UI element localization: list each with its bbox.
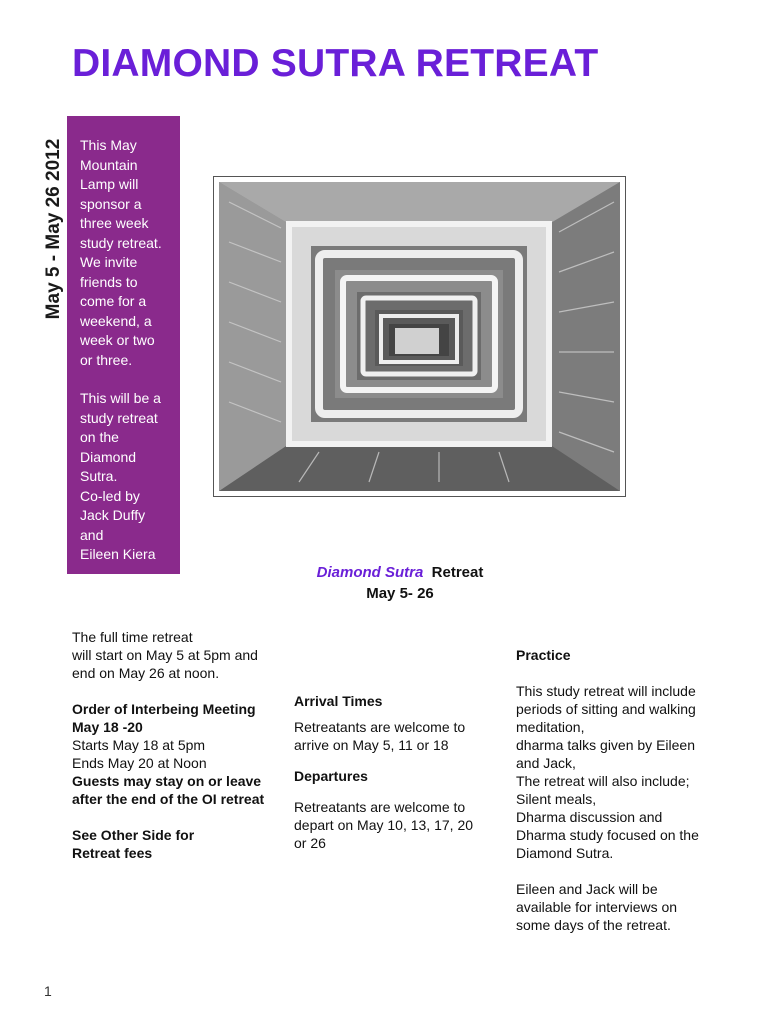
intro-line: will start on May 5 at 5pm and [72, 647, 258, 663]
retreat-subtitle [250, 562, 550, 604]
see-other-line: See Other Side for [72, 827, 195, 843]
arrival-line: arrive on May 5, 11 or 18 [294, 737, 449, 753]
interview-line: available for interviews on [516, 899, 678, 915]
practice-line: and Jack, [516, 755, 576, 771]
subtitle-italic: Diamond Sutra [316, 564, 424, 581]
column-practice [516, 646, 726, 934]
arrival-line: Retreatants are welcome to [294, 719, 466, 735]
departures-line: or 26 [294, 835, 326, 851]
date-range-text: May 5 - May 26 2012 [43, 138, 64, 320]
see-other-line: Retreat fees [72, 845, 153, 861]
departures-title: Departures [294, 768, 368, 784]
practice-line: Dharma study focused on the [516, 827, 699, 843]
column-arrivals [294, 692, 494, 852]
sidebar-panel [67, 116, 180, 574]
meeting-starts: Starts May 18 at 5pm [72, 737, 206, 753]
practice-line: The retreat will also include; [516, 773, 690, 789]
subtitle-dates: May 5- 26 [366, 585, 434, 602]
practice-line: meditation, [516, 719, 585, 735]
practice-line: This study retreat will include [516, 683, 696, 699]
guests-line: Guests may stay on or leave [72, 773, 262, 789]
practice-line: Diamond Sutra. [516, 845, 614, 861]
intro-line: The full time retreat [72, 629, 193, 645]
subtitle-line [250, 562, 550, 583]
column-schedule [72, 628, 287, 862]
subtitle-rest: Retreat [431, 564, 484, 581]
guests-line: after the end of the OI retreat [72, 791, 265, 807]
departures-line: Retreatants are welcome to [294, 799, 466, 815]
meeting-title: Order of Interbeing Meeting [72, 701, 256, 717]
practice-title: Practice [516, 647, 571, 663]
interview-line: Eileen and Jack will be [516, 881, 658, 897]
photo-frame [213, 176, 626, 497]
meeting-ends: Ends May 20 at Noon [72, 755, 207, 771]
practice-line: periods of sitting and walking [516, 701, 696, 717]
practice-line: Dharma discussion and [516, 809, 663, 825]
interview-line: some days of the retreat. [516, 917, 671, 933]
sidebar-paragraph-2: This will be a study retreat on the Diamond Sutra. Co-led by Jack Duffy and Eileen Kiera [80, 390, 161, 562]
practice-line: dharma talks given by Eileen [516, 737, 695, 753]
page-title: DIAMOND SUTRA RETREAT [72, 42, 599, 85]
departures-line: depart on May 10, 13, 17, 20 [294, 817, 474, 833]
practice-line: Silent meals, [516, 791, 597, 807]
intro-line: end on May 26 at noon. [72, 665, 220, 681]
meeting-dates: May 18 -20 [72, 719, 143, 735]
spiral-staircase-photo-icon [219, 182, 620, 491]
page-number: 1 [44, 983, 52, 999]
sidebar-paragraph-1: This May Mountain Lamp will sponsor a three week study retreat. We invite friends to come for a weekend, a week or two or three. [80, 137, 162, 368]
arrival-title: Arrival Times [294, 693, 383, 709]
date-range-vertical [38, 116, 70, 342]
